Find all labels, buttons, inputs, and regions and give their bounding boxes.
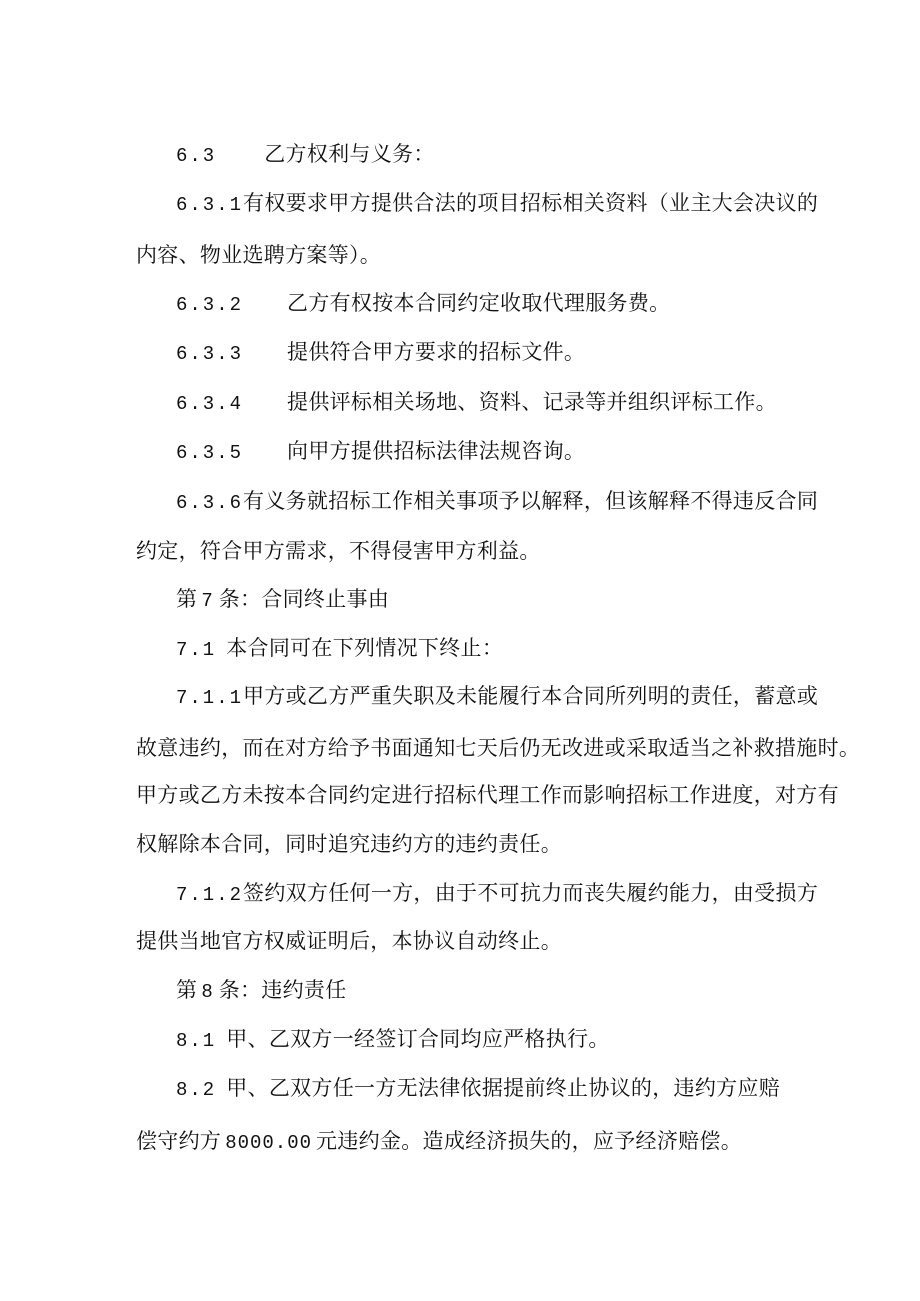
clause-text: 提供评标相关场地、资料、记录等并组织评标工作。 xyxy=(287,390,777,414)
clause-number: 8.2 xyxy=(176,1079,217,1101)
article-8-heading xyxy=(176,975,347,1005)
clause-6-3-1 xyxy=(176,188,818,218)
clause-text: 甲方或乙方严重失职及未能履行本合同所列明的责任，蓄意或 xyxy=(243,684,819,708)
clause-number: 6.3.3 xyxy=(176,343,244,365)
clause-text: 有权要求甲方提供合法的项目招标相关资料（业主大会决议的 xyxy=(243,191,819,215)
clause-number: 7.1.1 xyxy=(176,687,244,709)
clause-7-1-2 xyxy=(176,878,818,908)
clause-text: 甲、乙双方一经签订合同均应严格执行。 xyxy=(226,1027,610,1051)
clause-8-2 xyxy=(176,1073,780,1103)
article-number: 7 xyxy=(201,590,215,612)
clause-8-1 xyxy=(176,1024,610,1054)
clause-number: 7.1.2 xyxy=(176,884,244,906)
penalty-amount: 8000.00 xyxy=(225,1132,313,1154)
clause-text: 故意违约，而在对方给予书面通知七天后仍无改进或采取适当之补救措施时。 xyxy=(136,736,861,760)
clause-text: 乙方有权按本合同约定收取代理服务费。 xyxy=(287,291,671,315)
clause-6-3-6 xyxy=(176,486,818,516)
clause-text: 元违约金。造成经济损失的，应予经济赔偿。 xyxy=(316,1129,743,1153)
clause-text: 乙方权利与义务： xyxy=(264,142,435,166)
clause-7-1 xyxy=(176,633,503,663)
clause-6-3-2 xyxy=(176,288,670,318)
clause-8-2-continued xyxy=(136,1126,742,1156)
clause-6-3-6-continued xyxy=(136,536,541,566)
clause-text: 提供当地官方权威证明后，本协议自动终止。 xyxy=(136,929,562,953)
clause-text: 甲方或乙方未按本合同约定进行招标代理工作而影响招标工作进度，对方有 xyxy=(136,783,839,807)
clause-number: 6.3.6 xyxy=(176,492,244,514)
clause-text: 有义务就招标工作相关事项予以解释，但该解释不得违反合同 xyxy=(243,489,819,513)
clause-text: 权解除本合同，同时追究违约方的违约责任。 xyxy=(136,832,562,856)
clause-text: 内容、物业选聘方案等）。 xyxy=(136,243,382,267)
article-7-heading xyxy=(176,584,389,614)
clause-text: 向甲方提供招标法律法规咨询。 xyxy=(287,439,586,463)
clause-number: 8.1 xyxy=(176,1030,217,1052)
clause-number: 6.3.1 xyxy=(176,194,244,216)
article-title: 条：违约责任 xyxy=(218,978,347,1002)
clause-6-3-3 xyxy=(176,337,585,367)
clause-text: 签约双方任何一方，由于不可抗力而丧失履约能力，由受损方 xyxy=(243,881,819,905)
clause-6-3-4 xyxy=(176,387,777,417)
clause-7-1-2-continued xyxy=(136,926,562,956)
clause-7-1-1-line3 xyxy=(136,780,839,810)
clause-number: 6.3.2 xyxy=(176,294,244,316)
clause-text: 提供符合甲方要求的招标文件。 xyxy=(287,340,586,364)
clause-6-3-5 xyxy=(176,436,585,466)
clause-text: 甲、乙双方任一方无法律依据提前终止协议的，违约方应赔 xyxy=(226,1076,781,1100)
clause-text: 偿守约方 xyxy=(136,1129,222,1153)
clause-6-3 xyxy=(176,139,435,169)
clause-number: 7.1 xyxy=(176,639,217,661)
clause-text: 本合同可在下列情况下终止： xyxy=(226,636,504,660)
clause-6-3-1-continued xyxy=(136,240,381,270)
clause-text: 约定，符合甲方需求，不得侵害甲方利益。 xyxy=(136,539,541,563)
clause-7-1-1-line4 xyxy=(136,829,562,859)
clause-number: 6.3 xyxy=(176,145,217,167)
article-prefix: 第 xyxy=(176,587,198,611)
clause-7-1-1 xyxy=(176,681,818,711)
clause-7-1-1-line2 xyxy=(136,733,860,763)
article-number: 8 xyxy=(201,981,215,1003)
clause-number: 6.3.4 xyxy=(176,393,244,415)
clause-number: 6.3.5 xyxy=(176,442,244,464)
article-title: 条：合同终止事由 xyxy=(218,587,390,611)
article-prefix: 第 xyxy=(176,978,198,1002)
